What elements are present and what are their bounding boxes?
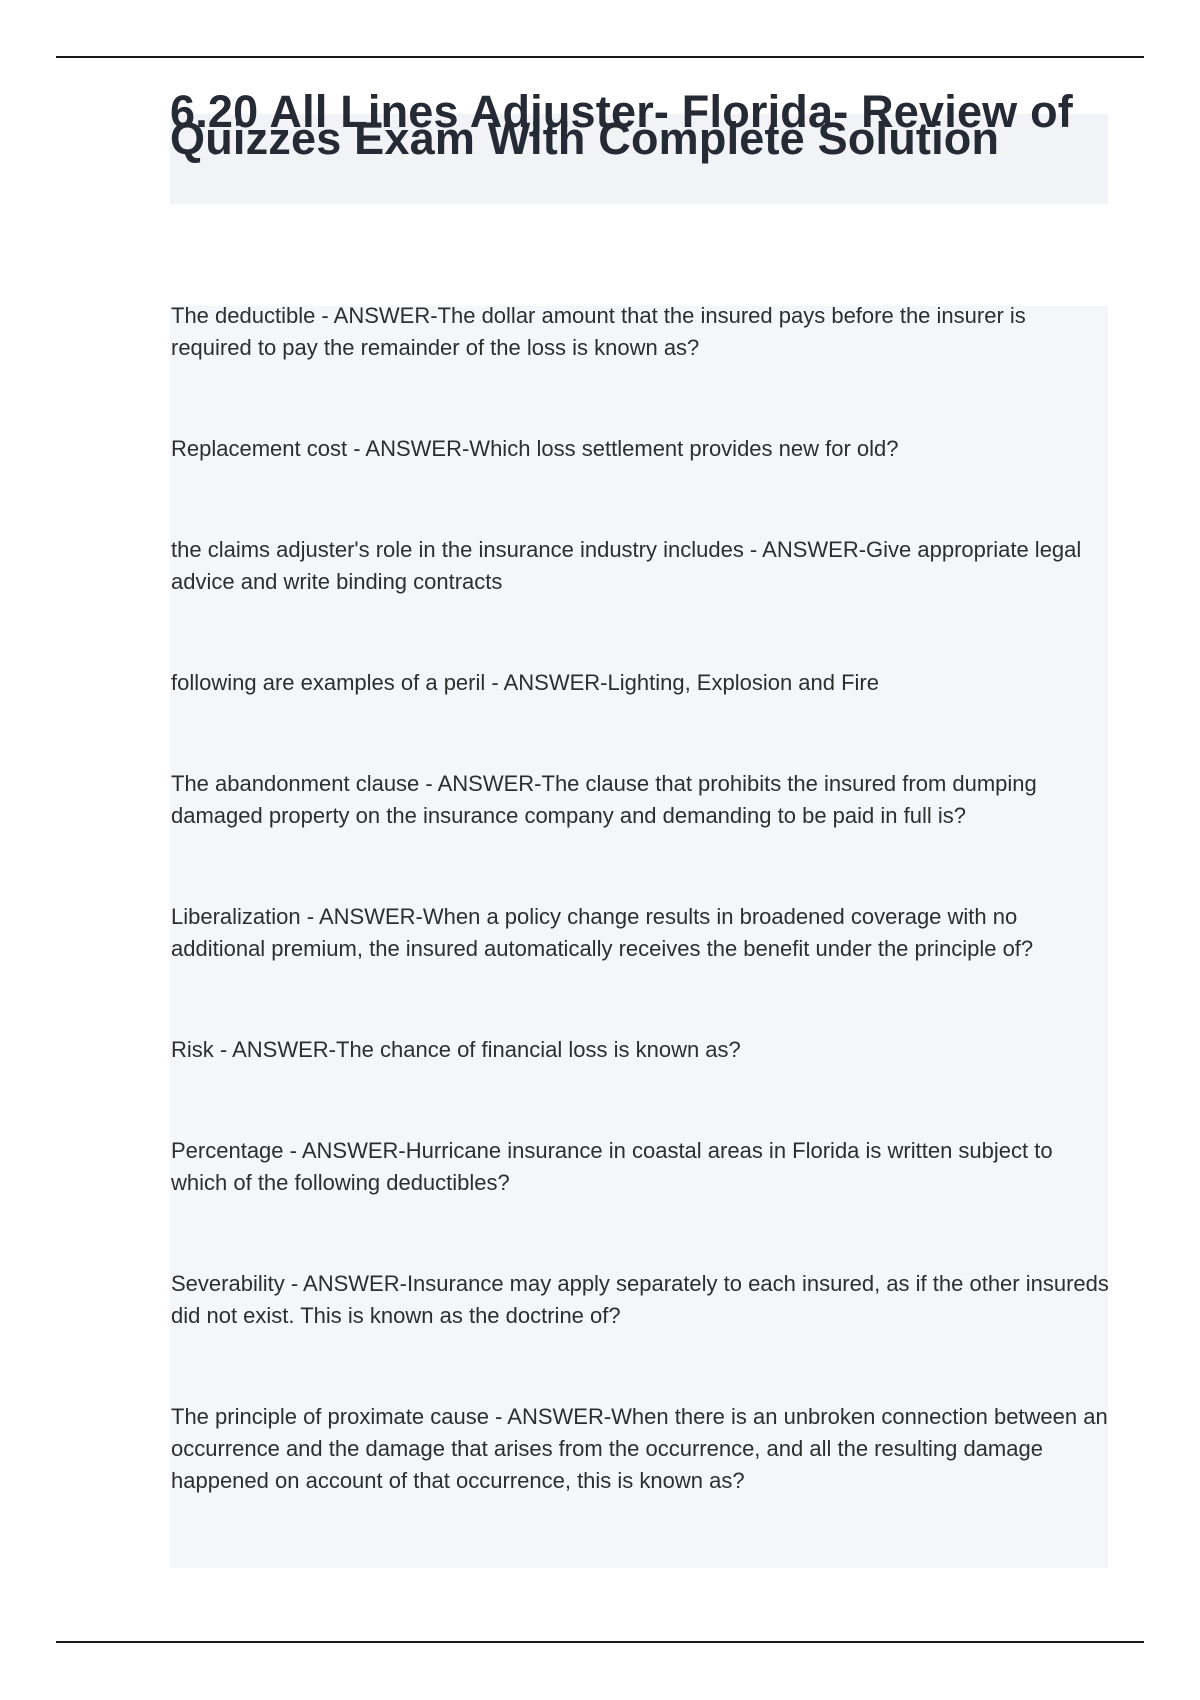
qa-item: Risk - ANSWER-The chance of financial loss is known as? (171, 1037, 741, 1062)
qa-item: Percentage - ANSWER-Hurricane insurance in coastal areas in Florida is written subject to which of the following deductibles? (171, 1138, 1053, 1195)
top-divider (56, 56, 1144, 58)
qa-item: the claims adjuster's role in the insurance industry includes - ANSWER-Give appropriate legal advice and write binding contracts (171, 537, 1082, 594)
qa-item: The deductible - ANSWER-The dollar amount that the insured pays before the insurer is required to pay the remainder of the loss is known as? (171, 303, 1026, 360)
qa-item: Liberalization - ANSWER-When a policy change results in broadened coverage with no additional premium, the insured automatically receives the benefit under the principle of? (171, 904, 1034, 961)
qa-item: Replacement cost - ANSWER-Which loss settlement provides new for old? (171, 436, 899, 461)
bottom-divider (56, 1641, 1144, 1643)
qa-item: The abandonment clause - ANSWER-The clause that prohibits the insured from dumping damaged property on the insurance company and demanding to be paid in full is? (171, 771, 1037, 828)
qa-item: The principle of proximate cause - ANSWER-When there is an unbroken connection between an occurrence and the damage that arises from the occurrence, and all the resulting damage happened on account of that occurrence, this is known as? (171, 1404, 1108, 1493)
document-title: 6.20 All Lines Adjuster- Florida- Review of Quizzes Exam With Complete Solution (170, 86, 1073, 164)
qa-list (171, 300, 1111, 1566)
qa-item: Severability - ANSWER-Insurance may apply separately to each insured, as if the other insureds did not exist. This is known as the doctrine of? (171, 1271, 1109, 1328)
qa-item: following are examples of a peril - ANSWER-Lighting, Explosion and Fire (171, 670, 879, 695)
